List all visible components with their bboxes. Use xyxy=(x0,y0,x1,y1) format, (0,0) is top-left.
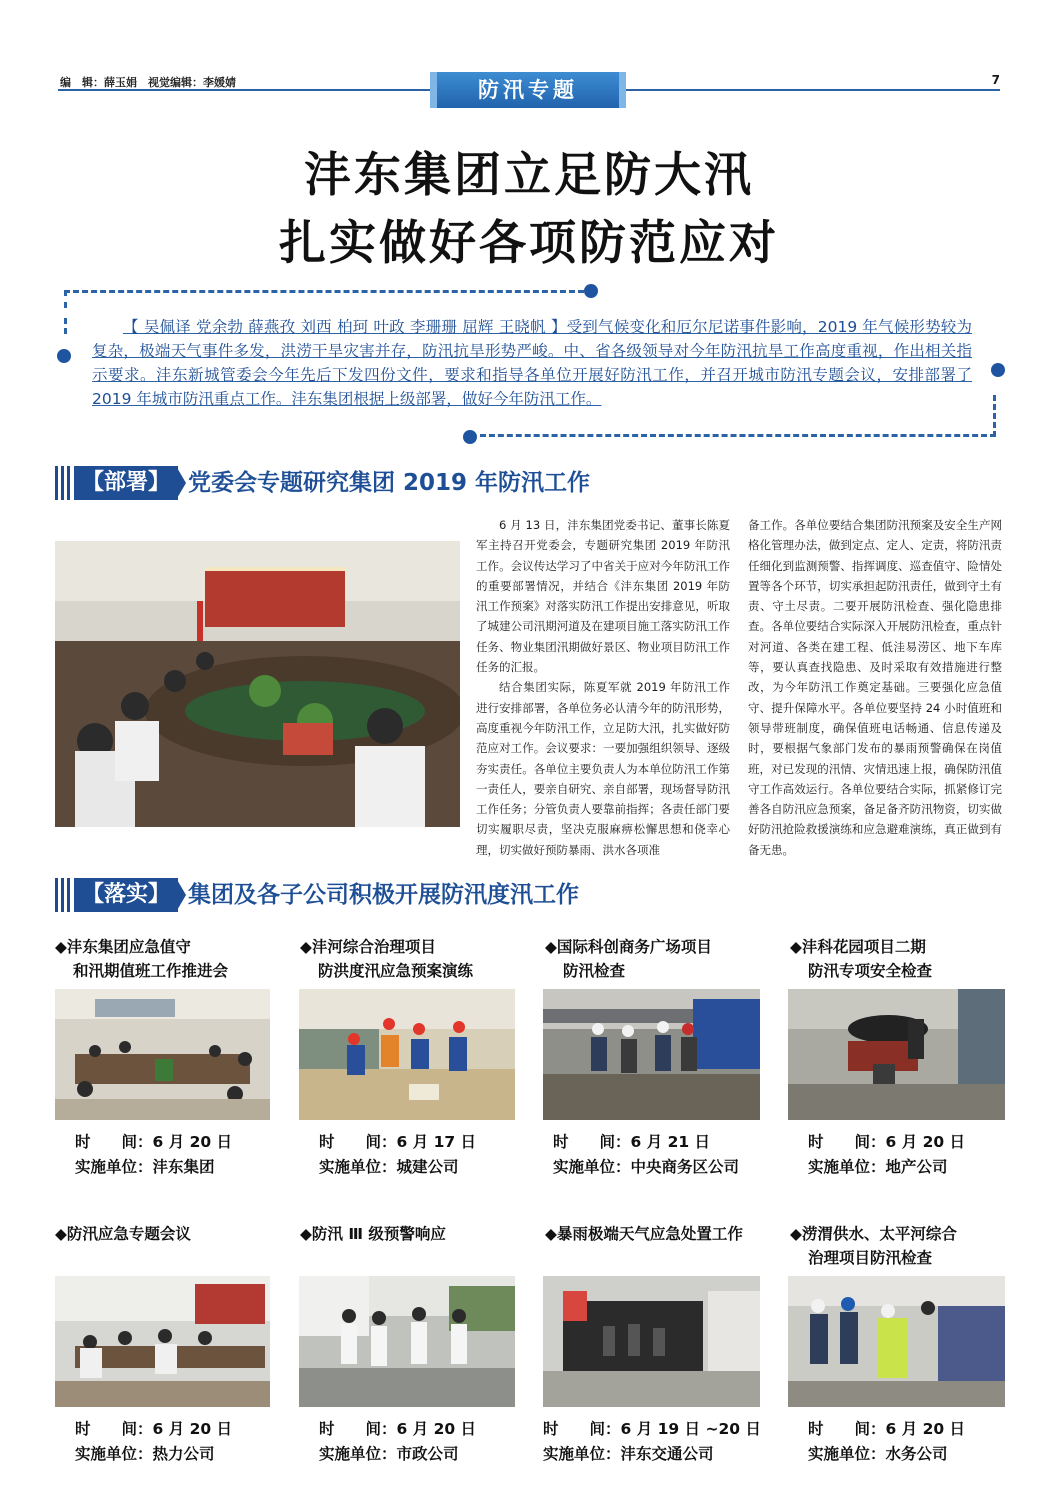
unit-value: 沣东交通公司 xyxy=(620,1445,714,1463)
card-meta xyxy=(553,1130,739,1180)
frame-bottom-dash xyxy=(480,434,996,437)
card-title-line: 和汛期值班工作推进会 xyxy=(73,962,229,980)
card-title-line: ◆暴雨极端天气应急处置工作 xyxy=(545,1225,743,1243)
card-photo-rainstorm xyxy=(543,1276,760,1407)
time-label: 时 间： xyxy=(319,1133,397,1151)
card-title-line: ◆涝渭供水、太平河综合 xyxy=(790,1225,957,1243)
card-meta xyxy=(543,1417,761,1467)
unit-label: 实施单位： xyxy=(75,1158,153,1176)
card-title xyxy=(790,935,932,983)
card-title-line: ◆沣东集团应急值守 xyxy=(55,938,191,956)
card-photo-inspection xyxy=(543,989,760,1120)
section-arrow xyxy=(176,466,186,500)
card-title xyxy=(300,935,473,983)
card-meta xyxy=(808,1130,965,1180)
section-tag: 防汛专题 xyxy=(430,72,626,108)
card-photo-water-check xyxy=(788,1276,1005,1407)
unit-label: 实施单位： xyxy=(543,1445,621,1463)
card-meta xyxy=(75,1417,232,1467)
card-title xyxy=(790,1222,957,1270)
frame-top-dash xyxy=(64,290,584,293)
article-column-2 xyxy=(748,515,1002,860)
time-value: 6 月 19 日 ~20 日 xyxy=(620,1420,761,1438)
time-label: 时 间： xyxy=(808,1133,886,1151)
unit-value: 水务公司 xyxy=(885,1445,948,1463)
card-photo-meeting xyxy=(55,989,270,1120)
unit-value: 地产公司 xyxy=(885,1158,948,1176)
unit-label: 实施单位： xyxy=(808,1445,886,1463)
page-number: 7 xyxy=(991,73,1000,87)
card-title-line: 防汛检查 xyxy=(563,962,626,980)
card-title xyxy=(545,935,712,983)
time-label: 时 间： xyxy=(808,1420,886,1438)
unit-value: 沣东集团 xyxy=(152,1158,215,1176)
card-meta xyxy=(808,1417,965,1467)
time-label: 时 间： xyxy=(75,1420,153,1438)
time-label: 时 间： xyxy=(543,1420,621,1438)
unit-label: 实施单位： xyxy=(75,1445,153,1463)
unit-label: 实施单位： xyxy=(553,1158,631,1176)
intro-paragraph xyxy=(92,315,972,411)
unit-label: 实施单位： xyxy=(808,1158,886,1176)
time-label: 时 间： xyxy=(319,1420,397,1438)
card-meta xyxy=(319,1130,476,1180)
card-title xyxy=(55,935,228,983)
headline-line-1: 沣东集团立足防大汛 xyxy=(304,148,754,203)
card-title-line: ◆沣科花园项目二期 xyxy=(790,938,926,956)
card-title xyxy=(545,1222,743,1246)
section-marker-bars xyxy=(55,878,73,912)
card-title-line: 治理项目防汛检查 xyxy=(808,1249,933,1267)
frame-dot xyxy=(584,284,598,298)
section-arrow xyxy=(176,878,186,912)
time-label: 时 间： xyxy=(75,1133,153,1151)
unit-value: 热力公司 xyxy=(152,1445,215,1463)
card-title xyxy=(300,1222,446,1246)
time-value: 6 月 21 日 xyxy=(630,1133,711,1151)
frame-left-top-dash xyxy=(64,290,67,308)
frame-right-dash xyxy=(993,395,996,437)
time-value: 6 月 20 日 xyxy=(396,1420,477,1438)
unit-label: 实施单位： xyxy=(319,1158,397,1176)
card-photo-conference xyxy=(55,1276,270,1407)
card-title-line: 防汛专项安全检查 xyxy=(808,962,933,980)
time-label: 时 间： xyxy=(553,1133,631,1151)
time-value: 6 月 20 日 xyxy=(152,1133,233,1151)
card-photo-warning-response xyxy=(299,1276,515,1407)
card-meta xyxy=(75,1130,232,1180)
card-title-line: 防洪度汛应急预案演练 xyxy=(318,962,474,980)
unit-value: 中央商务区公司 xyxy=(630,1158,740,1176)
frame-left-dash xyxy=(64,318,67,334)
intro-text: 受到气候变化和厄尔尼诺事件影响，2019 年气候形势较为复杂，极端天气事件多发，洪涝干旱灾害并存，防汛抗旱形势严峻。中、省各级领导对今年防汛抗旱工作高度重视，作出相关指示要求。沣东新城管委会今年先后下发四份文件，要求和指导各单位开展好防汛工作，并召开城市防汛专题会议，安排部署了 2019 年城市防汛重点工作。沣东集团根据上级部署，做好今年防汛工作。 xyxy=(92,318,972,408)
article-paragraph: 6 月 13 日，沣东集团党委书记、董事长陈夏军主持召开党委会，专题研究集团 2019 年防汛工作。会议传达学习了中省关于应对今年防汛工作的重要部署情况，并结合《沣东集团 2019 年防汛工作预案》对落实防汛工作提出安排意见，听取了城建公司汛期河道及在建项目施工落实防汛工作任务、物业集团汛期做好景区、物业项目防汛工作任务的汇报。 xyxy=(476,518,730,675)
section-tag-implement: 【落实】 xyxy=(74,878,178,912)
card-title-line: ◆国际科创商务广场项目 xyxy=(545,938,712,956)
card-title xyxy=(55,1222,191,1246)
card-title-line: ◆沣河综合治理项目 xyxy=(300,938,436,956)
card-photo-drill xyxy=(299,989,515,1120)
section-title-deploy: 党委会专题研究集团 2019 年防汛工作 xyxy=(188,470,591,496)
editor-credits: 编 辑：薛玉娟 视觉编辑：李媛婧 xyxy=(60,76,236,89)
frame-dot xyxy=(57,349,71,363)
frame-dot xyxy=(991,363,1005,377)
time-value: 6 月 17 日 xyxy=(396,1133,477,1151)
article-column-1 xyxy=(476,515,730,860)
frame-dot xyxy=(463,430,477,444)
card-title-line: ◆防汛 Ⅲ 级预警响应 xyxy=(300,1225,446,1243)
time-value: 6 月 20 日 xyxy=(152,1420,233,1438)
unit-value: 市政公司 xyxy=(396,1445,459,1463)
time-value: 6 月 20 日 xyxy=(885,1420,966,1438)
article-paragraph: 备工作。各单位要结合集团防汛预案及安全生产网格化管理办法，做到定点、定人、定责，将防汛责任细化到监测预警、指挥调度、巡查值守、险情处置等各个环节，切实承担起防汛责任，做到守土有责、守土尽责。二要开展防汛检查、强化隐患排查。各单位要结合实际深入开展防汛检查，重点针对河道、各类在建工程、低洼易涝区、地下车库等，要认真查找隐患、及时采取有效措施进行整改，为今年防汛工作奠定基础。三要强化应急值守、提升保障水平。各单位要坚持 24 小时值班和领导带班制度，确保值班电话畅通、信息传递及时，要根据气象部门发布的暴雨预警确保在岗值班，对已发现的汛情、灾情迅速上报，确保防汛值守工作高效运行。各单位要结合实际，抓紧修订完善各自防汛应急预案，备足备齐防汛物资，切实做好防汛抢险救援演练和应急避难演练，真正做到有备无患。 xyxy=(748,518,1002,857)
card-title-line: ◆防汛应急专题会议 xyxy=(55,1225,191,1243)
time-value: 6 月 20 日 xyxy=(885,1133,966,1151)
card-meta xyxy=(319,1417,476,1467)
meeting-photo xyxy=(55,541,460,827)
section-tag-deploy: 【部署】 xyxy=(74,466,178,500)
unit-value: 城建公司 xyxy=(396,1158,459,1176)
section-marker-bars xyxy=(55,466,73,500)
section-title-implement: 集团及各子公司积极开展防汛度汛工作 xyxy=(188,882,579,908)
intro-authors: 【 吴佩译 党余勃 薛燕孜 刘西 柏珂 叶政 李珊珊 屈辉 王晓帆 】 xyxy=(123,318,567,336)
article-paragraph: 结合集团实际，陈夏军就 2019 年防汛工作进行安排部署，各单位务必认清今年的防汛形势，高度重视今年防汛工作，立足防大汛，扎实做好防范应对工作。会议要求：一要加强组织领导、逐级夯实责任。各单位主要负责人为本单位防汛工作第一责任人，要亲自研究、亲自部署，现场督导防汛工作任务；分管负责人要靠前指挥；各责任部门要切实履职尽责，坚决克服麻痹松懈思想和侥幸心理，切实做好预防暴雨、洪水各项准 xyxy=(476,680,730,857)
headline-line-2: 扎实做好各项防范应对 xyxy=(279,216,779,271)
unit-label: 实施单位： xyxy=(319,1445,397,1463)
card-photo-safety-check xyxy=(788,989,1005,1120)
